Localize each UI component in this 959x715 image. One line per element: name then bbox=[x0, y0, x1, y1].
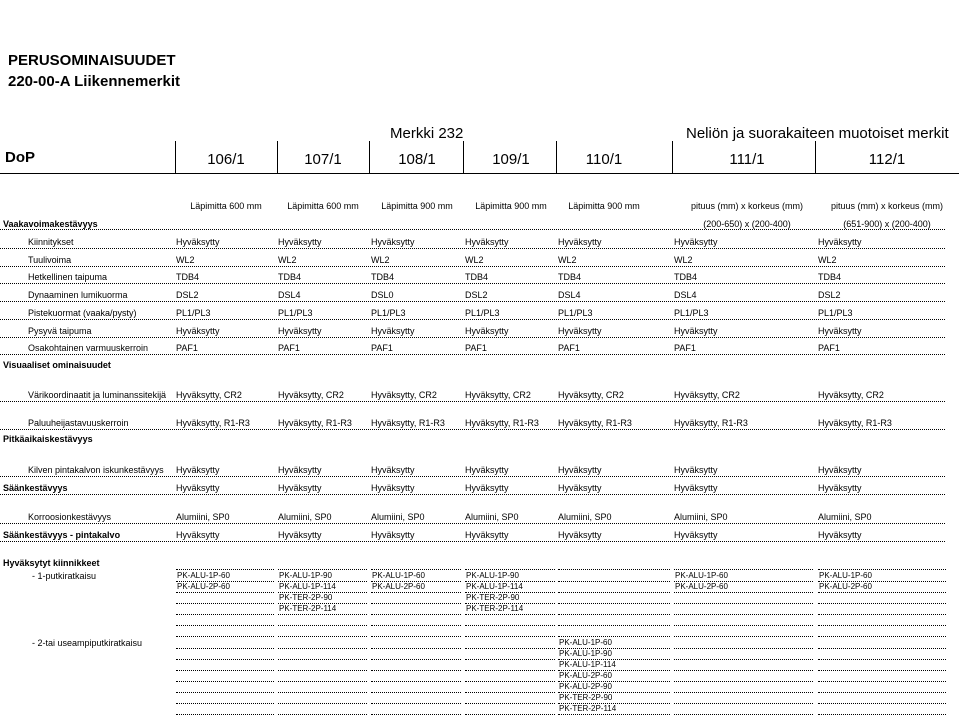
table-cell: Hyväksytty bbox=[558, 483, 602, 493]
table-cell: Hyväksytty, R1-R3 bbox=[176, 418, 250, 428]
table-cell: DSL4 bbox=[674, 290, 697, 300]
row-divider bbox=[0, 283, 945, 284]
cell-divider bbox=[674, 670, 813, 671]
cell-divider bbox=[371, 703, 461, 704]
cell-divider bbox=[465, 659, 555, 660]
kiinnike-item: PK-ALU-1P-114 bbox=[466, 582, 523, 591]
table-cell: PAF1 bbox=[465, 343, 487, 353]
putki1-label: - 1-putkiratkaisu bbox=[32, 571, 97, 581]
cell-divider bbox=[176, 648, 274, 649]
table-cell: WL2 bbox=[674, 255, 693, 265]
kiinnike-item: PK-ALU-2P-60 bbox=[177, 582, 230, 591]
kiinnike-item: PK-ALU-1P-60 bbox=[177, 571, 230, 580]
column-header: 112/1 bbox=[868, 151, 906, 168]
table-cell: Hyväksytty bbox=[818, 483, 862, 493]
cell-divider bbox=[818, 670, 946, 671]
table-cell: Hyväksytty, R1-R3 bbox=[818, 418, 892, 428]
row-divider bbox=[0, 266, 945, 267]
table-cell: Hyväksytty bbox=[371, 237, 415, 247]
cell-divider bbox=[674, 569, 813, 570]
table-cell: Hyväksytty bbox=[558, 465, 602, 475]
kiinnike-item: PK-ALU-2P-60 bbox=[559, 671, 612, 680]
cell-divider bbox=[818, 659, 946, 660]
cell-divider bbox=[465, 569, 555, 570]
section-saankestavyys: Säänkestävyys bbox=[3, 483, 68, 493]
group-header-nelio: Neliön ja suorakaiteen muotoiset merkit bbox=[686, 125, 949, 142]
cell-divider bbox=[371, 659, 461, 660]
row-label: Pistekuormat (vaaka/pysty) bbox=[28, 308, 137, 318]
table-cell: TDB4 bbox=[278, 272, 302, 282]
header-vline bbox=[369, 141, 370, 174]
row-divider bbox=[0, 476, 945, 477]
cell-divider bbox=[818, 625, 946, 626]
size-label: Läpimitta 600 mm bbox=[287, 201, 359, 211]
kiinnike-item: PK-TER-2P-90 bbox=[559, 693, 613, 702]
table-cell: Hyväksytty bbox=[278, 483, 322, 493]
table-cell: Hyväksytty bbox=[674, 326, 718, 336]
table-cell: DSL4 bbox=[558, 290, 581, 300]
column-header: 109/1 bbox=[492, 151, 530, 168]
row-label: Tuulivoima bbox=[28, 255, 72, 265]
row-divider bbox=[0, 401, 945, 402]
cell-divider bbox=[278, 681, 367, 682]
cell-divider bbox=[176, 670, 274, 671]
cell-divider bbox=[465, 625, 555, 626]
table-cell: DSL2 bbox=[818, 290, 841, 300]
table-cell: PAF1 bbox=[371, 343, 393, 353]
table-cell: WL2 bbox=[176, 255, 195, 265]
table-cell: PL1/PL3 bbox=[176, 308, 211, 318]
cell-divider bbox=[176, 703, 274, 704]
table-cell: Hyväksytty, CR2 bbox=[558, 390, 624, 400]
kiinnike-item: PK-ALU-1P-60 bbox=[559, 638, 612, 647]
cell-divider bbox=[674, 614, 813, 615]
cell-divider bbox=[558, 603, 670, 604]
document-title: PERUSOMINAISUUDET bbox=[8, 52, 176, 69]
cell-divider bbox=[818, 603, 946, 604]
row-divider bbox=[0, 523, 945, 524]
kiinnike-item: PK-ALU-2P-60 bbox=[675, 582, 728, 591]
cell-divider bbox=[278, 614, 367, 615]
kiinnike-item: PK-ALU-2P-60 bbox=[372, 582, 425, 591]
table-cell: PL1/PL3 bbox=[278, 308, 313, 318]
cell-divider bbox=[371, 625, 461, 626]
row-label: Kilven pintakalvon iskunkestävyys bbox=[28, 465, 164, 475]
table-cell: PAF1 bbox=[558, 343, 580, 353]
cell-divider bbox=[818, 592, 946, 593]
table-cell: PAF1 bbox=[674, 343, 696, 353]
table-cell: Hyväksytty bbox=[465, 326, 509, 336]
table-cell: Hyväksytty bbox=[278, 237, 322, 247]
table-cell: Hyväksytty bbox=[465, 465, 509, 475]
kiinnike-item: PK-TER-2P-114 bbox=[559, 704, 617, 713]
size-range: (651-900) x (200-400) bbox=[843, 219, 931, 229]
cell-divider bbox=[674, 681, 813, 682]
table-cell: PAF1 bbox=[278, 343, 300, 353]
table-cell: PL1/PL3 bbox=[558, 308, 593, 318]
size-label: Läpimitta 900 mm bbox=[475, 201, 547, 211]
row-label: Hetkellinen taipuma bbox=[28, 272, 108, 282]
row-divider bbox=[0, 337, 945, 338]
table-cell: WL2 bbox=[818, 255, 837, 265]
section-visuaaliset: Visuaaliset ominaisuudet bbox=[3, 360, 111, 370]
kiinnike-item: PK-TER-2P-114 bbox=[279, 604, 337, 613]
cell-divider bbox=[278, 569, 367, 570]
table-cell: Hyväksytty bbox=[176, 326, 220, 336]
table-cell: Hyväksytty bbox=[278, 465, 322, 475]
table-cell: TDB4 bbox=[674, 272, 698, 282]
table-cell: Hyväksytty bbox=[818, 465, 862, 475]
cell-divider bbox=[558, 625, 670, 626]
table-cell: Alumiini, SP0 bbox=[278, 512, 332, 522]
row-divider bbox=[0, 248, 945, 249]
table-cell: Alumiini, SP0 bbox=[465, 512, 519, 522]
row-divider bbox=[0, 229, 945, 230]
table-cell: Hyväksytty bbox=[176, 465, 220, 475]
header-vline bbox=[175, 141, 176, 174]
table-cell: Hyväksytty bbox=[465, 530, 509, 540]
cell-divider bbox=[465, 681, 555, 682]
cell-divider bbox=[674, 659, 813, 660]
kiinnike-item: PK-TER-2P-90 bbox=[279, 593, 333, 602]
cell-divider bbox=[371, 670, 461, 671]
row-divider bbox=[0, 354, 945, 355]
table-cell: DSL4 bbox=[278, 290, 301, 300]
row-label: Dynaaminen lumikuorma bbox=[28, 290, 128, 300]
section-vaakavoima: Vaakavoimakestävyys bbox=[3, 219, 98, 229]
table-cell: Hyväksytty bbox=[278, 326, 322, 336]
cell-divider bbox=[465, 648, 555, 649]
kiinnike-item: PK-ALU-1P-60 bbox=[819, 571, 872, 580]
table-cell: Hyväksytty bbox=[818, 326, 862, 336]
table-cell: Hyväksytty bbox=[371, 326, 415, 336]
row-label: Osakohtainen varmuuskerroin bbox=[28, 343, 149, 353]
cell-divider bbox=[278, 659, 367, 660]
cell-divider bbox=[176, 681, 274, 682]
table-cell: Hyväksytty, R1-R3 bbox=[371, 418, 445, 428]
table-cell: TDB4 bbox=[818, 272, 842, 282]
cell-divider bbox=[818, 681, 946, 682]
table-cell: Hyväksytty, CR2 bbox=[176, 390, 242, 400]
table-cell: Hyväksytty bbox=[558, 530, 602, 540]
kiinnike-item: PK-ALU-1P-60 bbox=[675, 571, 728, 580]
table-cell: PL1/PL3 bbox=[465, 308, 500, 318]
cell-divider bbox=[818, 648, 946, 649]
table-cell: Alumiini, SP0 bbox=[176, 512, 230, 522]
table-cell: Hyväksytty bbox=[558, 237, 602, 247]
table-cell: WL2 bbox=[371, 255, 390, 265]
table-cell: TDB4 bbox=[465, 272, 489, 282]
table-cell: Hyväksytty bbox=[818, 530, 862, 540]
cell-divider bbox=[371, 603, 461, 604]
table-cell: Hyväksytty, CR2 bbox=[465, 390, 531, 400]
column-header: 108/1 bbox=[398, 151, 436, 168]
cell-divider bbox=[176, 636, 274, 637]
table-cell: Hyväksytty bbox=[371, 483, 415, 493]
table-cell: Hyväksytty bbox=[818, 237, 862, 247]
cell-divider bbox=[176, 625, 274, 626]
kiinnike-item: PK-ALU-1P-114 bbox=[559, 660, 616, 669]
table-cell: Hyväksytty, R1-R3 bbox=[558, 418, 632, 428]
cell-divider bbox=[818, 692, 946, 693]
table-cell: Hyväksytty bbox=[278, 530, 322, 540]
cell-divider bbox=[278, 648, 367, 649]
table-cell: Hyväksytty bbox=[176, 530, 220, 540]
table-cell: Hyväksytty bbox=[674, 483, 718, 493]
cell-divider bbox=[465, 692, 555, 693]
table-cell: Hyväksytty bbox=[558, 326, 602, 336]
header-vline bbox=[815, 141, 816, 174]
kiinnike-item: PK-TER-2P-90 bbox=[466, 593, 520, 602]
section-kiinnikkeet: Hyväksytyt kiinnikkeet bbox=[3, 558, 100, 568]
table-cell: TDB4 bbox=[176, 272, 200, 282]
kiinnike-item: PK-ALU-1P-90 bbox=[466, 571, 519, 580]
column-header: 110/1 bbox=[585, 151, 623, 168]
table-cell: Hyväksytty bbox=[674, 530, 718, 540]
kiinnike-item: PK-TER-2P-114 bbox=[466, 604, 524, 613]
cell-divider bbox=[674, 625, 813, 626]
cell-divider bbox=[176, 569, 274, 570]
table-cell: DSL2 bbox=[465, 290, 488, 300]
table-cell: Hyväksytty bbox=[176, 483, 220, 493]
cell-divider bbox=[558, 614, 670, 615]
cell-divider bbox=[465, 703, 555, 704]
kiinnike-item: PK-ALU-1P-60 bbox=[372, 571, 425, 580]
cell-divider bbox=[371, 636, 461, 637]
cell-divider bbox=[176, 659, 274, 660]
header-vline bbox=[277, 141, 278, 174]
table-cell: Alumiini, SP0 bbox=[818, 512, 872, 522]
cell-divider bbox=[176, 614, 274, 615]
cell-divider bbox=[818, 614, 946, 615]
size-range: (200-650) x (200-400) bbox=[703, 219, 791, 229]
cell-divider bbox=[278, 670, 367, 671]
column-header: 107/1 bbox=[304, 151, 342, 168]
row-divider bbox=[0, 319, 945, 320]
table-cell: PL1/PL3 bbox=[818, 308, 853, 318]
cell-divider bbox=[558, 581, 670, 582]
table-cell: Hyväksytty bbox=[176, 237, 220, 247]
cell-divider bbox=[371, 692, 461, 693]
cell-divider bbox=[558, 592, 670, 593]
header-vline bbox=[672, 141, 673, 174]
table-cell: TDB4 bbox=[558, 272, 582, 282]
size-label: pituus (mm) x korkeus (mm) bbox=[690, 201, 803, 211]
table-cell: WL2 bbox=[465, 255, 484, 265]
row-label: Korroosionkestävyys bbox=[28, 512, 112, 522]
table-cell: Hyväksytty, CR2 bbox=[818, 390, 884, 400]
cell-divider bbox=[176, 603, 274, 604]
section-pitkaaikais: Pitkäaikaiskestävyys bbox=[3, 434, 93, 444]
table-cell: Hyväksytty bbox=[465, 237, 509, 247]
table-cell: DSL2 bbox=[176, 290, 199, 300]
table-cell: Hyväksytty, R1-R3 bbox=[278, 418, 352, 428]
table-cell: Hyväksytty, CR2 bbox=[278, 390, 344, 400]
cell-divider bbox=[371, 592, 461, 593]
cell-divider bbox=[371, 648, 461, 649]
row-label: Kiinnitykset bbox=[28, 237, 74, 247]
row-divider bbox=[0, 541, 945, 542]
table-cell: TDB4 bbox=[371, 272, 395, 282]
cell-divider bbox=[674, 592, 813, 593]
kiinnike-item: PK-ALU-2P-60 bbox=[819, 582, 872, 591]
table-cell: Alumiini, SP0 bbox=[674, 512, 728, 522]
size-label: Läpimitta 600 mm bbox=[190, 201, 262, 211]
kiinnike-item: PK-ALU-1P-114 bbox=[279, 582, 336, 591]
cell-divider bbox=[818, 569, 946, 570]
table-cell: Hyväksytty bbox=[371, 465, 415, 475]
table-cell: Alumiini, SP0 bbox=[558, 512, 612, 522]
cell-divider bbox=[558, 636, 670, 637]
cell-divider bbox=[278, 703, 367, 704]
column-header: 111/1 bbox=[729, 151, 765, 168]
row-label: Paluuheijastavuuskerroin bbox=[28, 418, 129, 428]
kiinnike-item: PK-ALU-1P-90 bbox=[279, 571, 332, 580]
size-label: pituus (mm) x korkeus (mm) bbox=[830, 201, 943, 211]
cell-divider bbox=[278, 692, 367, 693]
cell-divider bbox=[818, 703, 946, 704]
table-cell: PAF1 bbox=[176, 343, 198, 353]
cell-divider bbox=[371, 569, 461, 570]
header-vline bbox=[556, 141, 557, 174]
cell-divider bbox=[176, 592, 274, 593]
cell-divider bbox=[278, 636, 367, 637]
cell-divider bbox=[674, 692, 813, 693]
cell-divider bbox=[674, 703, 813, 704]
table-cell: Hyväksytty, R1-R3 bbox=[674, 418, 748, 428]
document-subtitle: 220-00-A Liikennemerkit bbox=[8, 73, 181, 90]
table-cell: Hyväksytty bbox=[674, 465, 718, 475]
cell-divider bbox=[674, 636, 813, 637]
table-cell: Hyväksytty, R1-R3 bbox=[465, 418, 539, 428]
table-cell: Hyväksytty bbox=[674, 237, 718, 247]
header-vline bbox=[463, 141, 464, 174]
table-cell: DSL0 bbox=[371, 290, 394, 300]
table-cell: Alumiini, SP0 bbox=[371, 512, 425, 522]
row-divider bbox=[0, 429, 945, 430]
kiinnike-item: PK-ALU-2P-90 bbox=[559, 682, 612, 691]
cell-divider bbox=[176, 692, 274, 693]
table-cell: Hyväksytty bbox=[371, 530, 415, 540]
cell-divider bbox=[278, 625, 367, 626]
table-cell: PAF1 bbox=[818, 343, 840, 353]
table-cell: PL1/PL3 bbox=[674, 308, 709, 318]
table-cell: Hyväksytty bbox=[465, 483, 509, 493]
size-label: Läpimitta 900 mm bbox=[381, 201, 453, 211]
group-header-merkki: Merkki 232 bbox=[390, 125, 464, 142]
cell-divider bbox=[674, 648, 813, 649]
cell-divider bbox=[465, 636, 555, 637]
row-label: Värikoordinaatit ja luminanssitekijä bbox=[28, 390, 167, 400]
cell-divider bbox=[818, 636, 946, 637]
row-label: Pysyvä taipuma bbox=[28, 326, 92, 336]
section-saankestavyys-pintakalvo: Säänkestävyys - pintakalvo bbox=[3, 530, 121, 540]
dop-label: DoP bbox=[5, 149, 35, 166]
row-divider bbox=[0, 494, 945, 495]
size-label: Läpimitta 900 mm bbox=[568, 201, 640, 211]
table-cell: WL2 bbox=[558, 255, 577, 265]
table-cell: WL2 bbox=[278, 255, 297, 265]
kiinnike-item: PK-ALU-1P-90 bbox=[559, 649, 612, 658]
column-header: 106/1 bbox=[207, 151, 245, 168]
putki2-label: - 2-tai useampiputkiratkaisu bbox=[32, 638, 143, 648]
cell-divider bbox=[465, 614, 555, 615]
cell-divider bbox=[371, 681, 461, 682]
table-cell: PL1/PL3 bbox=[371, 308, 406, 318]
table-cell: Hyväksytty, CR2 bbox=[371, 390, 437, 400]
table-cell: Hyväksytty, CR2 bbox=[674, 390, 740, 400]
cell-divider bbox=[674, 603, 813, 604]
row-divider bbox=[0, 301, 945, 302]
cell-divider bbox=[465, 670, 555, 671]
cell-divider bbox=[558, 569, 670, 570]
cell-divider bbox=[371, 614, 461, 615]
